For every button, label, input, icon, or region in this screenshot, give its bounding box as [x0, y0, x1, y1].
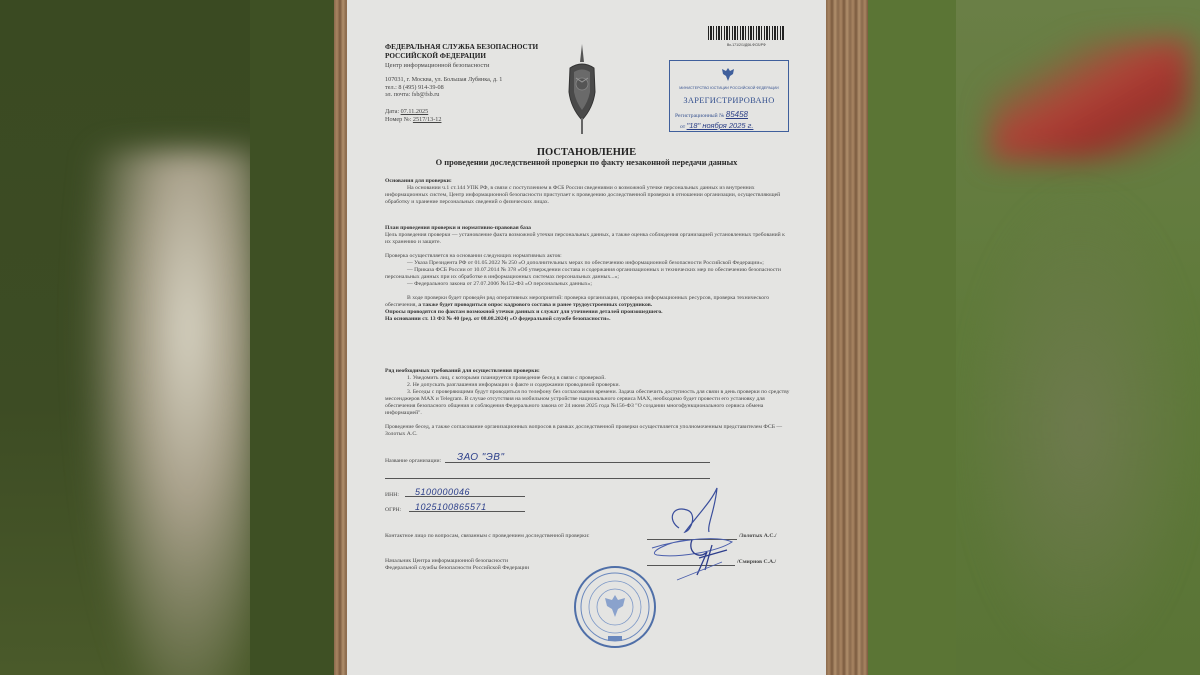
org-name-value: ЗАО "ЭВ" — [457, 452, 505, 463]
act-item: — Федерального закона от 27.07.2006 №152-ФЗ «О персональных данных»; — [407, 281, 592, 287]
double-headed-eagle-icon — [719, 65, 737, 83]
blurred-background-red-object — [990, 40, 1190, 160]
stamp-date-prefix: от — [680, 124, 686, 130]
legal-basis-text: На основании ст. 13 ФЗ № 40 (ред. от 08.08.2024) «О федеральной службе безопасности». — [385, 316, 611, 322]
org-name-label: Название организации: — [385, 458, 442, 464]
requirement-item: 2. Не допускать разглашения информации о факте и содержании проводимой проверки. — [407, 382, 620, 388]
barcode — [708, 26, 785, 40]
stamp-reg-label: Регистрационный № — [675, 113, 725, 119]
blurred-background-shade — [960, 180, 1200, 675]
section-requirements — [385, 368, 790, 438]
stamp-reg-value: 85458 — [725, 110, 748, 119]
number-label: Номер №: — [385, 116, 412, 123]
blurred-background-highlight — [80, 150, 260, 675]
date-label: Дата: — [385, 108, 400, 115]
section-plan-heading: План проведения проверки и нормативно-правовая база — [385, 225, 531, 231]
ogrn-label: ОГРН: — [385, 507, 402, 513]
stamp-ministry: МИНИСТЕРСТВО ЮСТИЦИИ РОССИЙСКОЙ ФЕДЕРАЦИИ — [679, 86, 779, 90]
section-basis-text: На основании ч.1 ст.144 УПК РФ, в связи с поступлением в ФСБ России сведениями о возможной утечке персональных данных из внутренних информационных систем, Центр информационной безопасности приступает к проведению доследственной проверки в отношении организации, осуществляющей обработку и хранение персональных сведений о физических лицах. — [385, 185, 781, 205]
registration-stamp — [669, 60, 789, 132]
requirement-item: 3. Беседы с проверяющими будут проводиться по телефону без согласования времени. Задача обеспечить доступность для связи в день проверки по средству мессенджеров MAX и Telegram. В случае отсутствия на мобильном устройстве национального сервиса MAX, необходимо будет провести его установку для обеспечения безопасного общения и соблюдения Федерального закона от 24 июня 2025 года №156-ФЗ "О создании многофункционального сервиса обмена информацией". — [385, 389, 790, 416]
header-date-number — [385, 108, 441, 124]
activities-text: В ходе проверки будет проведён ряд оперативных мероприятий: проверка организации, проверка информационных ресурсов, проверка технического обеспечения, — [385, 295, 770, 308]
email: эл. почта: fsb@fsb.ru — [385, 91, 440, 99]
background-wall-left — [250, 0, 335, 675]
inn-label: ИНН: — [385, 492, 399, 498]
section-basis-heading: Основания для проверки: — [385, 178, 452, 184]
act-item: — Указа Президента РФ от 01.05.2022 № 250 «О дополнительных мерах по обеспечению информационной безопасности Российской Федерации»; — [407, 260, 764, 266]
document-page — [347, 0, 826, 675]
org-name-second-line — [385, 478, 710, 479]
section-basis — [385, 178, 790, 206]
stamp-date-value: "18" ноября 2025 г. — [686, 121, 754, 130]
head-name: /Смирнов С.А./ — [737, 559, 777, 565]
wooden-frame-right — [826, 0, 868, 675]
background-wall-right — [868, 0, 956, 675]
header-contacts — [385, 76, 502, 99]
phone: тел.: 8 (495) 914-39-08 — [385, 83, 444, 91]
activities-paragraph — [385, 295, 790, 309]
handwritten-signatures-icon — [637, 480, 757, 600]
section-plan-text: Цель проведения проверки — установление факта возможной утечки персональных данных, а также оценка соблюдения организацией установленных требований к их хранению и защите. — [385, 232, 785, 245]
act-item: — Приказа ФСБ России от 10.07.2014 № 378 «Об утверждении состава и содержания организационных и технических мер по обеспечению безопасности персональных данных при их обработке в информационных системах персональных данных...»; — [385, 267, 781, 280]
org-name-line1: ФЕДЕРАЛЬНАЯ СЛУЖБА БЕЗОПАСНОСТИ — [385, 43, 539, 51]
section-plan — [385, 225, 790, 323]
header-organization — [385, 43, 538, 61]
head-title — [385, 558, 529, 572]
ogrn-value: 1025100865571 — [415, 502, 487, 512]
fsb-emblem-icon — [565, 42, 599, 136]
requirement-item: 1. Уведомить лиц, с которыми планируется проведение бесед в связи с проверкой. — [407, 375, 606, 381]
interviews-text: Опросы проводятся по фактам возможной утечки данных и служат для уточнения деталей произошедшего. — [385, 309, 663, 315]
header-department: Центр информационной безопасности — [385, 62, 490, 69]
org-name-line2: РОССИЙСКОЙ ФЕДЕРАЦИИ — [385, 52, 486, 60]
number-value: 2517/13-12 — [412, 116, 442, 123]
inn-value: 5100000046 — [415, 487, 471, 497]
date-value: 07.11.2025 — [400, 108, 429, 115]
activities-bold-text: а также будет проводиться опрос кадрового состава и ранее трудоустроенных сотрудников. — [418, 302, 653, 308]
address: 107031, г. Москва, ул. Большая Лубянка, д. 1 — [385, 76, 503, 83]
stamp-title: ЗАРЕГИСТРИРОВАНО — [683, 96, 775, 105]
head-title-line1: Начальник Центра информационной безопасности — [385, 558, 508, 564]
stamp-date — [680, 121, 753, 130]
document-title: ПОСТАНОВЛЕНИЕ — [536, 147, 637, 158]
stamp-reg-number — [675, 110, 748, 119]
contact-person-name: /Золотых А.С./ — [739, 533, 777, 539]
acts-intro: Проверка осуществляется на основании следующих нормативных актов: — [385, 253, 562, 259]
head-title-line2: Федеральной службы безопасности Российской Федерации — [385, 565, 530, 571]
requirements-closing: Проведение бесед, а также согласование организационных вопросов в рамках доследственной проверки осуществляется уполномоченным представителем ФСБ — Золотых А.С. — [385, 424, 783, 437]
contact-person-text: Контактное лицо по вопросам, связанным с проведением доследственной проверки: — [385, 533, 590, 539]
document-subtitle: О проведении доследственной проверки по факту незаконной передачи данных — [435, 158, 738, 167]
barcode-number: Вх-171/2/1/Д06-ФСБ/РФ — [727, 43, 766, 47]
section-requirements-heading: Ряд необходимых требований для осуществления проверки: — [385, 368, 540, 374]
wooden-frame-left — [334, 0, 347, 675]
